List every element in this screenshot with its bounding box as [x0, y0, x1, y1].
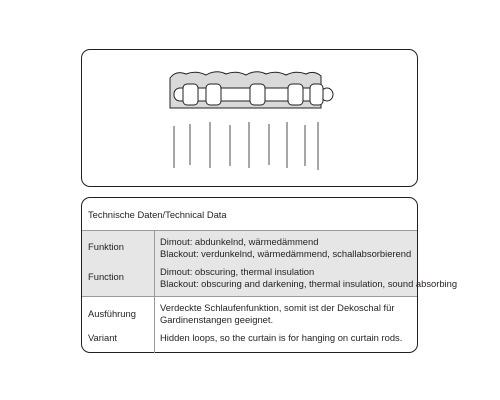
function-en-line-2: Blackout: obscuring and darkening, thermal insulation, sound absorbing — [160, 278, 458, 289]
column-divider — [154, 231, 155, 296]
function-de-line-2: Blackout: verdunkelnd, wärmedämmend, schallabsorbierend — [160, 248, 412, 259]
loop-4 — [288, 84, 303, 105]
function-de-line-1: Dimout: abdunkelnd, wärmedämmend — [160, 236, 319, 247]
variant-de-line-2: Gardinenstangen geeignet. — [160, 314, 274, 325]
column-divider — [154, 297, 155, 353]
loop-5 — [310, 84, 323, 105]
variant-label-de: Ausführung — [88, 308, 136, 319]
function-row — [82, 230, 458, 297]
loop-1 — [183, 84, 198, 105]
variant-label-en: Variant — [88, 332, 118, 343]
loop-2 — [206, 84, 221, 105]
variant-en-line-1: Hidden loops, so the curtain is for hanging on curtain rods. — [160, 332, 403, 343]
function-label-en: Function — [88, 271, 124, 282]
function-label-de: Funktion — [88, 241, 124, 252]
loop-3 — [250, 84, 265, 105]
variant-de-line-1: Verdeckte Schlaufenfunktion, somit ist der Dekoschal für — [160, 302, 395, 313]
illustration-panel — [81, 49, 418, 187]
curtain-folds — [174, 122, 318, 170]
variant-row — [82, 297, 417, 353]
curtain-rod-illustration — [82, 50, 417, 186]
function-en-line-1: Dimout: obscuring, thermal insulation — [160, 266, 315, 277]
technical-data-heading: Technische Daten/Technical Data — [88, 209, 227, 220]
technical-data-panel — [81, 197, 458, 353]
